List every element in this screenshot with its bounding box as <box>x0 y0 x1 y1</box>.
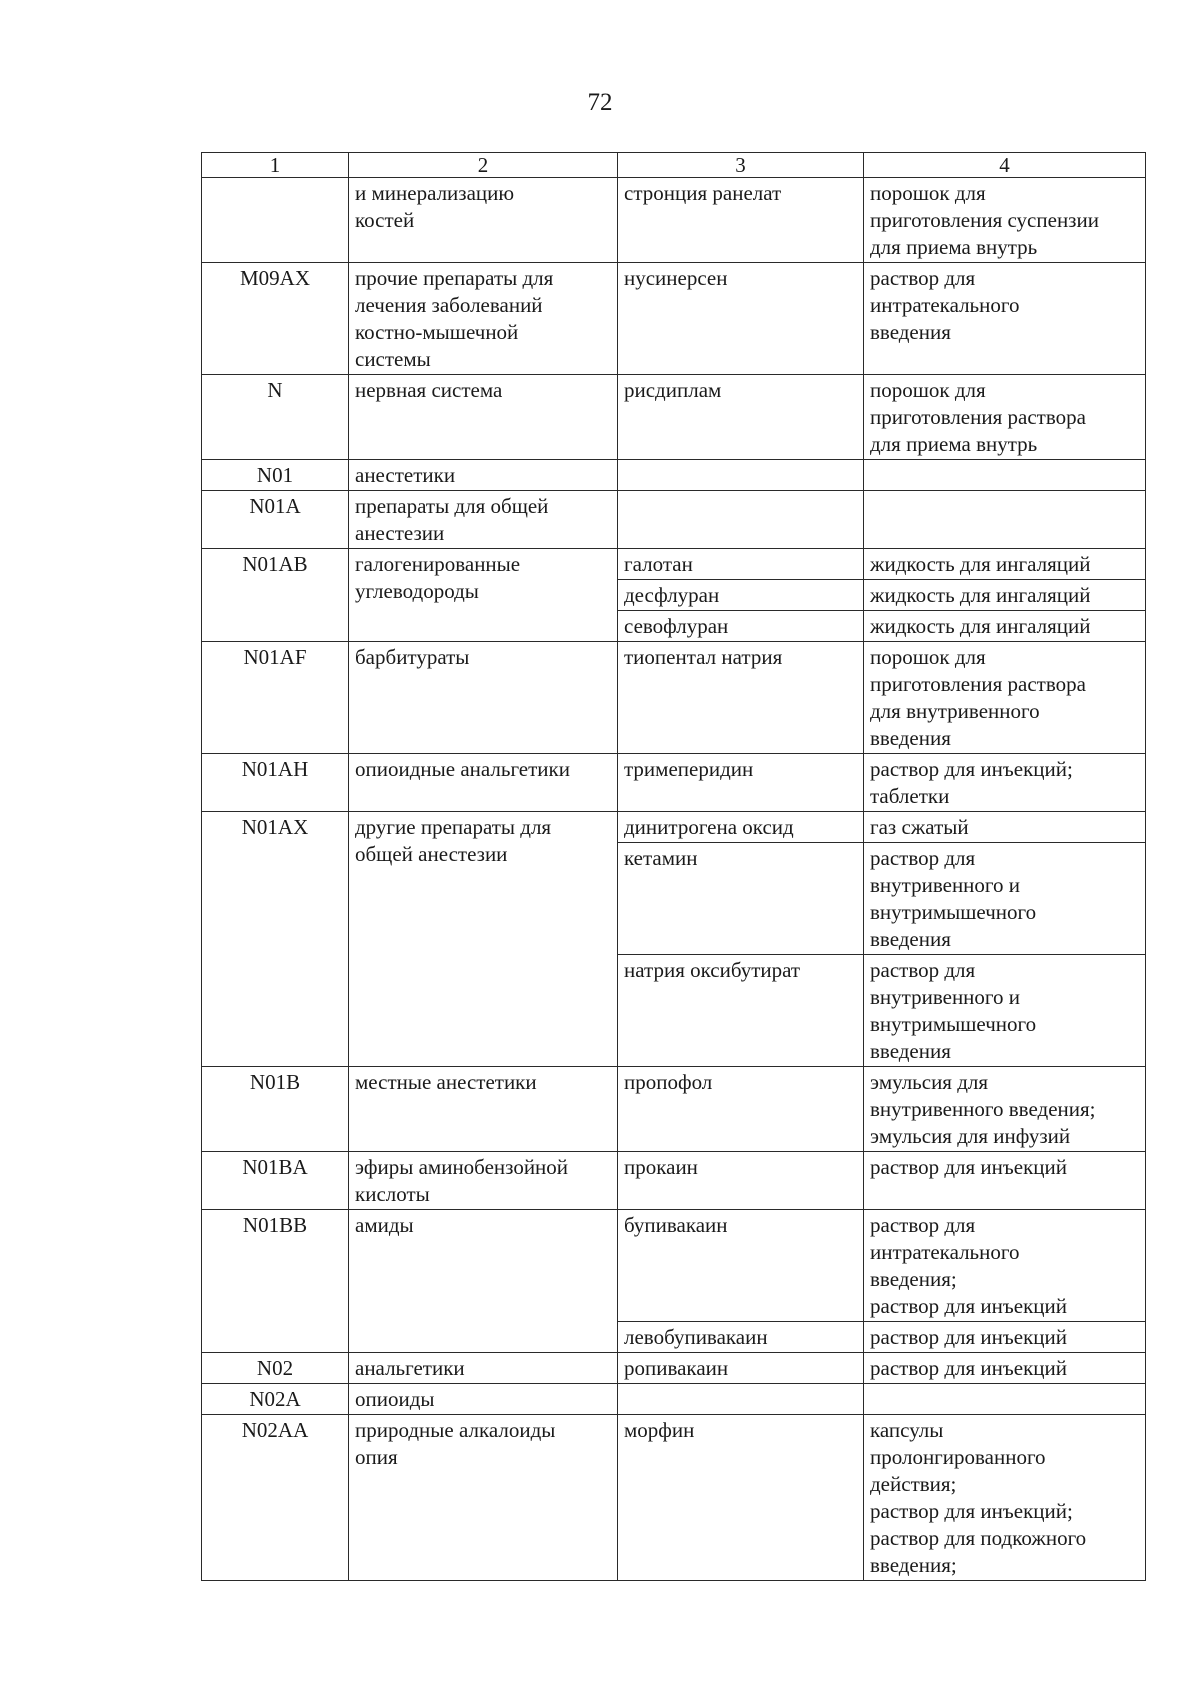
atc-code-cell: N01AH <box>202 754 349 812</box>
anatomical-group-cell: эфиры аминобензойной кислоты <box>349 1152 618 1210</box>
column-header-4: 4 <box>864 153 1146 178</box>
atc-code-cell: N02A <box>202 1384 349 1415</box>
column-header-1: 1 <box>202 153 349 178</box>
drug-name-cell <box>618 460 864 491</box>
drug-name-cell: пропофол <box>618 1067 864 1152</box>
dosage-form-cell: жидкость для ингаляций <box>864 611 1146 642</box>
table-row <box>202 549 1146 580</box>
anatomical-group-cell: барбитураты <box>349 642 618 754</box>
atc-code-cell: N <box>202 375 349 460</box>
column-header-3: 3 <box>618 153 864 178</box>
atc-code-cell: N02AA <box>202 1415 349 1581</box>
dosage-form-cell: раствор для интратекального введения; раствор для инъекций <box>864 1210 1146 1322</box>
dosage-form-cell: газ сжатый <box>864 812 1146 843</box>
dosage-form-cell: порошок для приготовления суспензии для приема внутрь <box>864 178 1146 263</box>
dosage-form-cell: жидкость для ингаляций <box>864 580 1146 611</box>
dosage-form-cell <box>864 1384 1146 1415</box>
drug-name-cell: нусинерсен <box>618 263 864 375</box>
drug-name-cell <box>618 491 864 549</box>
table-row <box>202 460 1146 491</box>
atc-code-cell: N01BA <box>202 1152 349 1210</box>
table-row <box>202 178 1146 263</box>
anatomical-group-cell: и минерализацию костей <box>349 178 618 263</box>
dosage-form-cell: эмульсия для внутривенного введения; эмульсия для инфузий <box>864 1067 1146 1152</box>
table-row <box>202 754 1146 812</box>
drug-table-body <box>202 153 1146 1581</box>
table-row <box>202 1415 1146 1581</box>
dosage-form-cell: раствор для внутривенного и внутримышечного введения <box>864 843 1146 955</box>
atc-code-cell: N01AB <box>202 549 349 642</box>
dosage-form-cell <box>864 460 1146 491</box>
table-row <box>202 1067 1146 1152</box>
atc-code-cell: N02 <box>202 1353 349 1384</box>
drug-name-cell: тиопентал натрия <box>618 642 864 754</box>
atc-code-cell: N01BB <box>202 1210 349 1353</box>
table-header-row <box>202 153 1146 178</box>
table-row <box>202 263 1146 375</box>
dosage-form-cell: раствор для инъекций; таблетки <box>864 754 1146 812</box>
drug-name-cell: рисдиплам <box>618 375 864 460</box>
atc-code-cell: N01B <box>202 1067 349 1152</box>
atc-code-cell: N01A <box>202 491 349 549</box>
drug-name-cell: бупивакаин <box>618 1210 864 1322</box>
dosage-form-cell: жидкость для ингаляций <box>864 549 1146 580</box>
drug-name-cell <box>618 1384 864 1415</box>
drug-name-cell: прокаин <box>618 1152 864 1210</box>
anatomical-group-cell: препараты для общей анестезии <box>349 491 618 549</box>
anatomical-group-cell: галогенированные углеводороды <box>349 549 618 642</box>
table-row <box>202 812 1146 843</box>
dosage-form-cell: порошок для приготовления раствора для приема внутрь <box>864 375 1146 460</box>
table-row <box>202 375 1146 460</box>
anatomical-group-cell: анестетики <box>349 460 618 491</box>
anatomical-group-cell: опиоиды <box>349 1384 618 1415</box>
table-row <box>202 1152 1146 1210</box>
drug-table <box>201 152 1146 1581</box>
drug-name-cell: севофлуран <box>618 611 864 642</box>
atc-code-cell: N01AF <box>202 642 349 754</box>
table-row <box>202 1210 1146 1322</box>
atc-code-cell: N01 <box>202 460 349 491</box>
anatomical-group-cell: анальгетики <box>349 1353 618 1384</box>
dosage-form-cell: раствор для инъекций <box>864 1152 1146 1210</box>
dosage-form-cell: раствор для инъекций <box>864 1322 1146 1353</box>
dosage-form-cell: раствор для интратекального введения <box>864 263 1146 375</box>
column-header-2: 2 <box>349 153 618 178</box>
anatomical-group-cell: нервная система <box>349 375 618 460</box>
drug-name-cell: морфин <box>618 1415 864 1581</box>
anatomical-group-cell: прочие препараты для лечения заболеваний костно-мышечной системы <box>349 263 618 375</box>
dosage-form-cell: капсулы пролонгированного действия; раствор для инъекций; раствор для подкожного введения; <box>864 1415 1146 1581</box>
table-row <box>202 1384 1146 1415</box>
anatomical-group-cell: природные алкалоиды опия <box>349 1415 618 1581</box>
page-number: 72 <box>587 89 613 116</box>
dosage-form-cell <box>864 491 1146 549</box>
drug-name-cell: стронция ранелат <box>618 178 864 263</box>
table-row <box>202 491 1146 549</box>
drug-name-cell: ропивакаин <box>618 1353 864 1384</box>
table-row <box>202 642 1146 754</box>
atc-code-cell: M09AX <box>202 263 349 375</box>
drug-name-cell: левобупивакаин <box>618 1322 864 1353</box>
anatomical-group-cell: другие препараты для общей анестезии <box>349 812 618 1067</box>
atc-code-cell: N01AX <box>202 812 349 1067</box>
anatomical-group-cell: опиоидные анальгетики <box>349 754 618 812</box>
drug-name-cell: динитрогена оксид <box>618 812 864 843</box>
drug-name-cell: натрия оксибутират <box>618 955 864 1067</box>
dosage-form-cell: порошок для приготовления раствора для внутривенного введения <box>864 642 1146 754</box>
anatomical-group-cell: амиды <box>349 1210 618 1353</box>
dosage-form-cell: раствор для инъекций <box>864 1353 1146 1384</box>
drug-name-cell: кетамин <box>618 843 864 955</box>
drug-name-cell: галотан <box>618 549 864 580</box>
drug-name-cell: десфлуран <box>618 580 864 611</box>
atc-code-cell <box>202 178 349 263</box>
drug-name-cell: тримеперидин <box>618 754 864 812</box>
table-row <box>202 1353 1146 1384</box>
anatomical-group-cell: местные анестетики <box>349 1067 618 1152</box>
dosage-form-cell: раствор для внутривенного и внутримышечного введения <box>864 955 1146 1067</box>
